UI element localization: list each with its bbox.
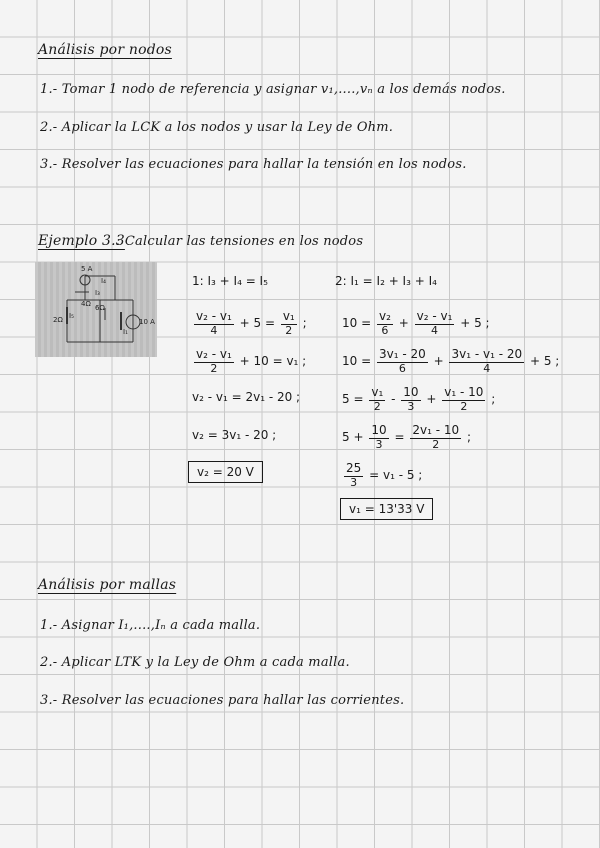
step-1: 1.- Tomar 1 nodo de referencia y asignar v₁,....,vₙ a los demás nodos. [40,82,506,97]
equation-text: - [391,392,396,407]
col1-line4: v₂ = 3v₁ - 20 ; [192,428,277,442]
fraction-numerator: v₂ - v₁ [196,347,232,361]
equation-text: + 5 ; [529,354,560,369]
fraction-denominator: 2 [373,399,381,413]
step-2: 2.- Aplicar la LCK a los nodos y usar la Ley de Ohm. [40,120,394,135]
fraction-denominator: 2 [460,399,468,413]
fraction-numerator: 10 [371,423,387,437]
label-i4: I₄ [101,277,106,285]
fraction-denominator: 6 [398,361,406,375]
fraction-denominator: 4 [431,323,438,337]
col1-result: v₂ = 20 V [188,461,263,483]
equation-text: + 5 ; [460,316,490,331]
example-prompt: : Calcular las tensiones en los nodos [116,234,364,249]
step-3: 3.- Resolver las ecuaciones para hallar la tensión en los nodos. [40,157,467,172]
equation-text: 5 + [342,430,364,445]
equation-text: + [433,354,444,369]
fraction-numerator: 2v₁ - 10 [412,423,460,437]
fraction-numerator: v₂ - v₁ [416,309,453,323]
equation-text: 10 = [342,354,372,369]
equation-text: ; [491,392,496,407]
fraction-denominator: 2 [285,323,293,337]
mesh-step-3: 3.- Resolver las ecuaciones para hallar las corrientes. [40,693,405,708]
equation-text: + [398,316,409,331]
fraction-denominator: 4 [483,361,491,375]
equation-text: ; [302,316,307,331]
fraction-numerator: v₁ [371,385,384,399]
label-r-b: 6Ω [95,304,105,312]
equation-text: = v₁ - 5 ; [369,468,423,483]
fraction-denominator: 2 [432,437,440,451]
col1-line3: v₂ - v₁ = 2v₁ - 20 ; [192,390,301,404]
col2-line5 [342,462,422,489]
equation-text: = [394,430,405,445]
equation-text: ; [466,430,471,445]
col2-header: 2: I₁ = I₂ + I₃ + I₄ [335,274,437,288]
section-title-meshes: Análisis por mallas [38,577,177,593]
col1-line1 [192,310,307,337]
equation-text: 10 = [342,316,372,331]
col2-line3 [342,386,495,413]
col1-header: 1: I₃ + I₄ = I₅ [192,274,268,288]
circuit-photo [35,262,157,357]
fraction-denominator: 6 [381,323,389,337]
fraction-numerator: 25 [346,461,362,475]
example-title: Ejemplo 3.3 [38,233,125,249]
fraction-numerator: 10 [403,385,419,399]
label-r-c: 4Ω [81,300,91,308]
fraction-numerator: v₂ - v₁ [196,309,232,323]
fraction-numerator: v₁ - 10 [444,385,484,399]
fraction-denominator: 4 [210,323,218,337]
label-r-a: 2Ω [53,316,63,324]
equation-text: + 5 = [239,316,275,331]
fraction-numerator: 3v₁ - 20 [378,347,426,361]
col2-result: v₁ = 13'33 V [340,498,433,520]
fraction-denominator: 3 [375,437,383,451]
fraction-numerator: v₂ [378,309,391,323]
mesh-step-1: 1.- Asignar I₁,....,Iₙ a cada malla. [40,618,261,633]
label-i5: I₅ [69,312,74,320]
col2-line1 [342,310,490,337]
fraction-numerator: 3v₁ - v₁ - 20 [451,347,523,361]
col2-line2 [342,348,559,375]
col1-line2 [192,348,306,375]
circuit-diagram [35,262,157,357]
fraction-numerator: v₁ [282,309,295,323]
section-title-nodes: Análisis por nodos [38,42,172,58]
equation-text: + 10 = v₁ ; [239,354,307,369]
fraction-denominator: 3 [350,475,358,489]
label-src-left: 5 A [81,265,93,273]
label-i3: I₃ [95,289,100,297]
fraction-denominator: 3 [407,399,415,413]
equation-text: 5 = [342,392,364,407]
mesh-step-2: 2.- Aplicar LTK y la Ley de Ohm a cada malla. [40,655,350,670]
equation-text: + [426,392,437,407]
fraction-denominator: 2 [210,361,218,375]
col2-line4 [342,424,471,451]
label-src-right: 10 A [139,318,155,326]
label-i1: I₁ [123,328,128,336]
